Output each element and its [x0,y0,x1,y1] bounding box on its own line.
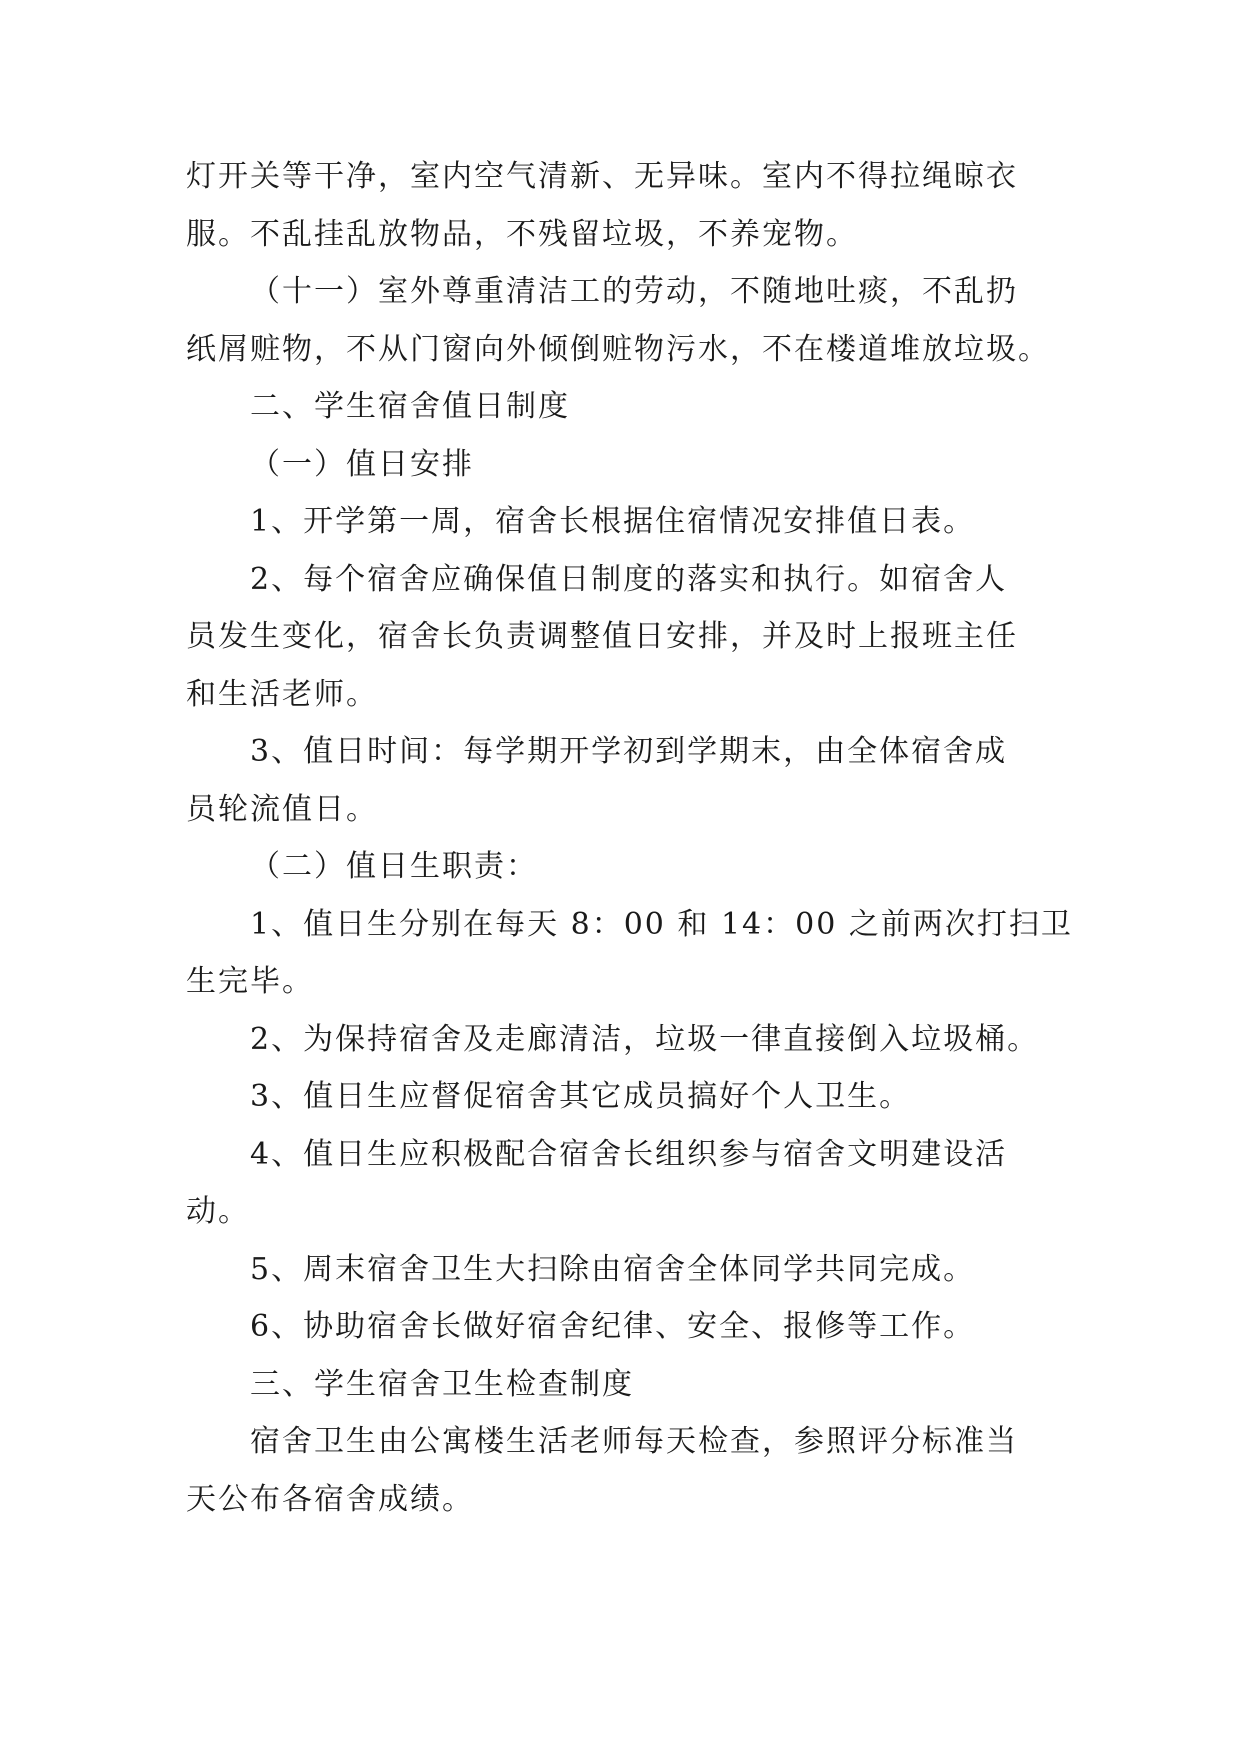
text-line: 4、值日生应积极配合宿舍长组织参与宿舍文明建设活 [250,1136,1008,1172]
text-line: 纸屑赃物，不从门窗向外倾倒赃物污水，不在楼道堆放垃圾。 [186,331,1050,367]
text-line: 2、每个宿舍应确保值日制度的落实和执行。如宿舍人 [250,561,1008,597]
text-line: 3、值日时间：每学期开学初到学期末，由全体宿舍成 [250,734,1008,769]
subsection-heading: （二）值日生职责： [250,849,538,884]
section-heading: 三、学生宿舍卫生检查制度 [250,1366,634,1402]
document-body [186,148,1073,1528]
text-line: 和生活老师。 [186,676,378,712]
text-line: 服。不乱挂乱放物品，不残留垃圾，不养宠物。 [186,216,858,252]
text-line: 生完毕。 [186,964,314,999]
text-line: 2、为保持宿舍及走廊清洁，垃圾一律直接倒入垃圾桶。 [250,1021,1040,1057]
text-line: 员轮流值日。 [186,791,378,827]
text-line: 灯开关等干净，室内空气清新、无异味。室内不得拉绳晾衣 [186,159,1018,194]
subsection-heading: （一）值日安排 [250,446,474,482]
text-line: 员发生变化，宿舍长负责调整值日安排，并及时上报班主任 [186,619,1018,654]
text-line: 1、开学第一周，宿舍长根据住宿情况安排值日表。 [250,504,976,539]
text-line: （十一）室外尊重清洁工的劳动，不随地吐痰，不乱扔 [250,274,1018,309]
text-line: 3、值日生应督促宿舍其它成员搞好个人卫生。 [250,1079,912,1114]
text-line: 5、周末宿舍卫生大扫除由宿舍全体同学共同完成。 [250,1251,976,1287]
text-line: 6、协助宿舍长做好宿舍纪律、安全、报修等工作。 [250,1309,976,1344]
text-line: 1、值日生分别在每天 8：00 和 14：00 之前两次打扫卫 [250,906,1073,942]
text-line: 天公布各宿舍成绩。 [186,1481,474,1517]
section-heading: 二、学生宿舍值日制度 [250,389,570,424]
text-line: 宿舍卫生由公寓楼生活老师每天检查，参照评分标准当 [250,1424,1018,1459]
text-line: 动。 [186,1194,250,1229]
